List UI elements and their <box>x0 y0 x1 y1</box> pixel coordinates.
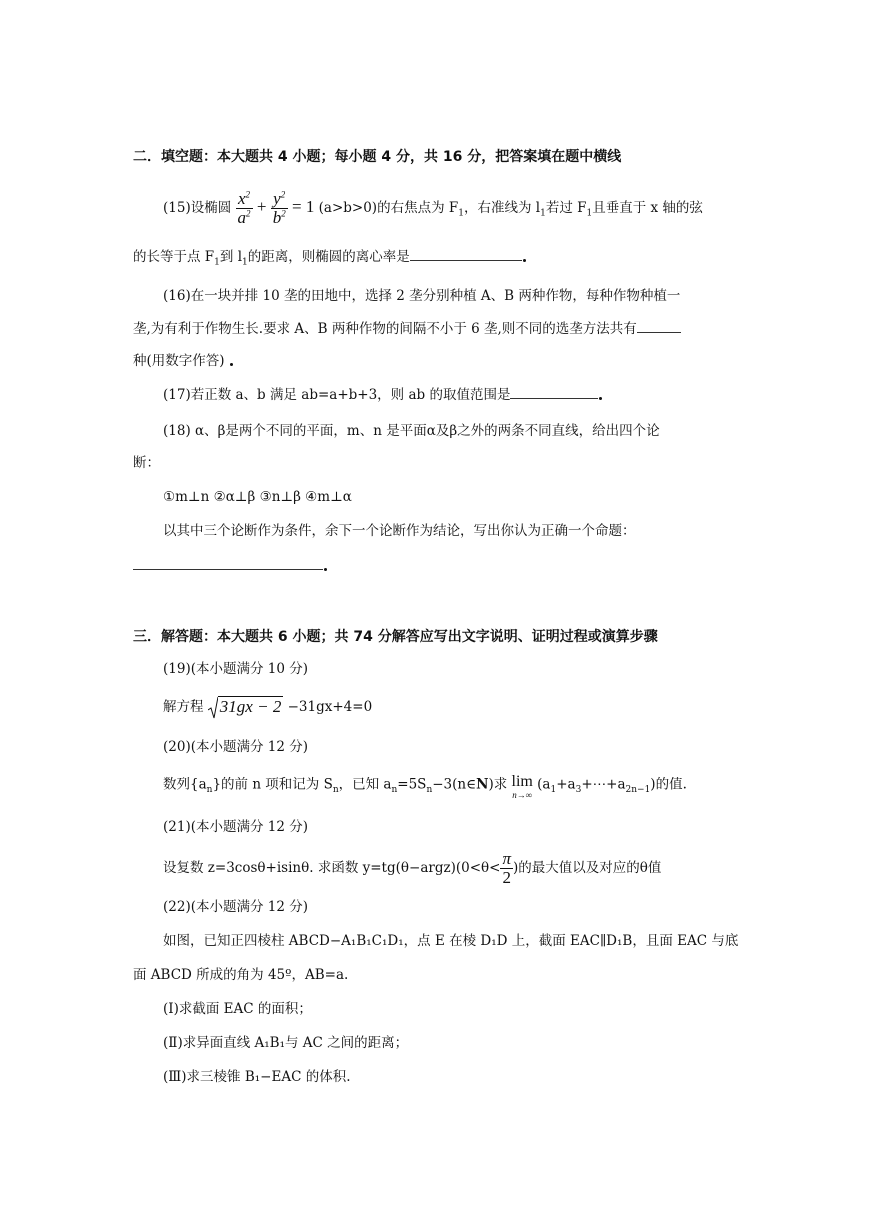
plus-sign: + <box>256 197 267 216</box>
question-18-line-1: (18) α、β是两个不同的平面，m、n 是平面α及β之外的两条不同直线，给出四个论 <box>163 423 660 439</box>
natural-numbers-symbol: N <box>476 776 489 793</box>
answer-blank[interactable] <box>510 386 598 399</box>
question-22-part-1: (Ⅰ)求截面 EAC 的面积； <box>163 1001 312 1017</box>
answer-blank[interactable] <box>133 557 323 570</box>
question-20-title: (20)(本小题满分 12 分) <box>163 739 309 755</box>
square-root: 31gx − 2 <box>208 695 284 721</box>
answer-blank[interactable] <box>410 248 522 261</box>
question-16-line-3: 种(用数字作答) <box>133 351 233 371</box>
equals-one: = 1 <box>292 197 315 216</box>
question-22-part-2: (Ⅱ)求异面直线 A₁B₁与 AC 之间的距离； <box>163 1035 409 1051</box>
question-19-equation: 解方程 31gx − 2 −31gx+4=0 <box>163 694 372 720</box>
q15-mid: ，右准线为 l <box>463 200 541 216</box>
question-17: (17)若正数 a、b 满足 ab=a+b+3，则 ab 的取值范围是 <box>163 385 602 405</box>
question-21-body: 设复数 z=3cosθ+isinθ. 求函数 y=tg(θ−argz)(0<θ< $\frac{\pi}{2}$ )的最大值以及对应的θ值 <box>163 849 662 887</box>
question-18-options: ①m⊥n ②α⊥β ③n⊥β ④m⊥α <box>163 489 352 505</box>
question-22-title: (22)(本小题满分 12 分) <box>163 899 309 915</box>
question-22-line-2: 面 ABCD 所成的角为 45º，AB=a. <box>133 967 349 983</box>
section-3-heading: 三．解答题：本大题共 6 小题；共 74 分解答应写出文字说明、证明过程或演算步骤 <box>133 629 658 645</box>
question-19-title: (19)(本小题满分 10 分) <box>163 661 309 677</box>
period-dot <box>324 568 327 571</box>
question-15-line-1: (15)设椭圆 $\frac{x^2}{a^2}$ + $\frac{y^2}{b^2}$ = 1 (a>b>0)的右焦点为 $F_1$，右准线为 $l_1$若过 $F_1$且垂直于 x 轴的弦 <box>163 189 703 227</box>
q15-mid2: 若过 F <box>545 200 587 216</box>
question-21-title: (21)(本小题满分 12 分) <box>163 819 309 835</box>
question-15-line-2: 的长等于点 $F_1$到 $l_1$的距离，则椭圆的离心率是 <box>133 247 526 267</box>
question-16-line-1: (16)在一块并排 10 垄的田地中，选择 2 垄分别种植 A、B 两种作物，每种作物种植一 <box>163 288 681 304</box>
q15-condition: (a>b>0)的右焦点为 F <box>318 200 459 216</box>
question-20-body: 数列$\{a_n\}$的前 n 项和记为 $S_n$，已知 $a_n=5S_n-3(n\in N)$求 lim n→∞ $(a_1+a_3+\cdots+a_{2n-1})$的值. <box>163 773 687 800</box>
question-16-line-2: 垄,为有利于作物生长.要求 A、B 两种作物的间隔不小于 6 垄,则不同的选垄方法共有 <box>133 319 681 339</box>
answer-blank[interactable] <box>637 320 681 333</box>
fraction-y2-b2: $\frac{y^2}{b^2}$ <box>272 189 286 227</box>
fraction-x2-a2: $\frac{x^2}{a^2}$ <box>237 189 251 227</box>
limit-operator: lim n→∞ <box>511 773 533 800</box>
section-2-heading: 二．填空题：本大题共 4 小题；每小题 4 分，共 16 分，把答案填在题中横线 <box>133 149 622 165</box>
period-dot <box>523 259 526 262</box>
q15-tail: 且垂直于 x 轴的弦 <box>592 200 703 216</box>
fraction-pi-over-2: $\frac{\pi}{2}$ <box>502 849 511 887</box>
question-18-line-2: 断： <box>133 455 160 471</box>
question-18-line-3: 以其中三个论断作为条件，余下一个论断作为结论，写出你认为正确一个命题： <box>163 523 636 539</box>
question-22-part-3: (Ⅲ)求三棱锥 B₁−EAC 的体积. <box>163 1069 351 1085</box>
question-18-answer-line <box>133 556 327 576</box>
question-22-line-1: 如图，已知正四棱柱 ABCD−A₁B₁C₁D₁，点 E 在棱 D₁D 上，截面 EAC∥D₁B，且面 EAC 与底 <box>163 933 739 949</box>
period-dot <box>230 363 233 366</box>
period-dot <box>599 397 602 400</box>
q15-prefix: (15)设椭圆 <box>163 200 232 216</box>
